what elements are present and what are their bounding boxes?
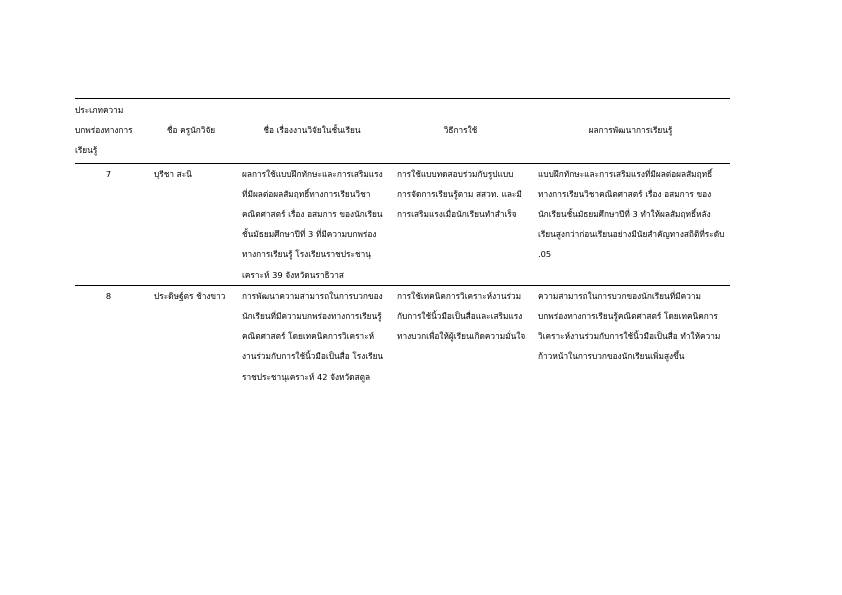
table-header [75, 99, 730, 164]
research-method: การใช้แบบทดสอบร่วมกับรูปแบบการจัดการเรียนรู้ตาม สสวท. และมีการเสริมแรงเมื่อนักเรียนทำสำเร็จ [397, 168, 522, 220]
header-researcher [148, 99, 234, 164]
row-number: 8 [105, 290, 112, 301]
table-row [75, 285, 730, 387]
row-number: 7 [105, 168, 112, 179]
table-row [75, 163, 730, 285]
header-row [75, 99, 730, 164]
header-type-label: ประเภทความบกพร่องทางการเรียนรู้ [75, 105, 133, 156]
header-method-label: วิธีการใช้ [443, 125, 478, 136]
header-learning-result [531, 99, 730, 164]
header-method [390, 99, 531, 164]
research-result: แบบฝึกทักษะและการเสริมแรงที่มีผลต่อผลสัมฤทธิ์ทางการเรียนวิชาคณิตศาสตร์ เรื่อง อสมการ ของนักเรียนชั้นมัธยมศึกษาปีที่ 3 ทำให้ผลสัมฤทธิ์หลังเรียนสูงกว่าก่อนเรียนอย่างมีนัยสำคัญทางสถิติที่ระดับ .05 [538, 168, 725, 260]
research-title: การพัฒนาความสามารถในการบวกของนักเรียนที่มีความบกพร่องทางการเรียนรู้คณิตศาสตร์ โดยเทคนิคการวิเคราะห์งานร่วมกับการใช้นิ้วมือเป็นสื่อ โรงเรียนราชประชานุเคราะห์ 42 จังหวัดสตูล [242, 290, 384, 382]
header-title-label: ชื่อ เรื่องงานวิจัยในชั้นเรียน [263, 125, 361, 136]
header-researcher-label: ชื่อ ครูนักวิจัย [166, 125, 216, 136]
header-learning-disability-type [75, 99, 148, 164]
research-table [75, 98, 730, 387]
researcher-name: บุรีชา สะนิ [154, 168, 192, 179]
researcher-name: ประดิษฐ์ตร ช้างขาว [154, 290, 226, 301]
research-method: การใช้เทคนิคการวิเคราะห์งานร่วมกับการใช้นิ้วมือเป็นสื่อและเสริมแรงทางบวกเพื่อให้ผู้เรียนเกิดความมั่นใจ [397, 290, 526, 342]
header-result-label: ผลการพัฒนาการเรียนรู้ [588, 125, 673, 136]
research-title: ผลการใช้แบบฝึกทักษะและการเสริมแรงที่มีผลต่อผลสัมฤทธิ์ทางการเรียนวิชาคณิตศาสตร์ เรื่อง อสมการ ของนักเรียนชั้นมัธยมศึกษาปีที่ 3 ที่มีความบกพร่องทางการเรียนรู้ โรงเรียนราชประชานุเคราะห์ 39 จังหวัดนราธิวาส [242, 168, 383, 280]
header-research-title [234, 99, 390, 164]
research-result: ความสามารถในการบวกของนักเรียนที่มีความบกพร่องทางการเรียนรู้คณิตศาสตร์ โดยเทคนิคการวิเคราะห์งานร่วมกับการใช้นิ้วมือเป็นสื่อ ทำให้ความก้าวหน้าในการบวกของนักเรียนเพิ่มสูงขึ้น [538, 290, 721, 362]
table-body [75, 163, 730, 387]
